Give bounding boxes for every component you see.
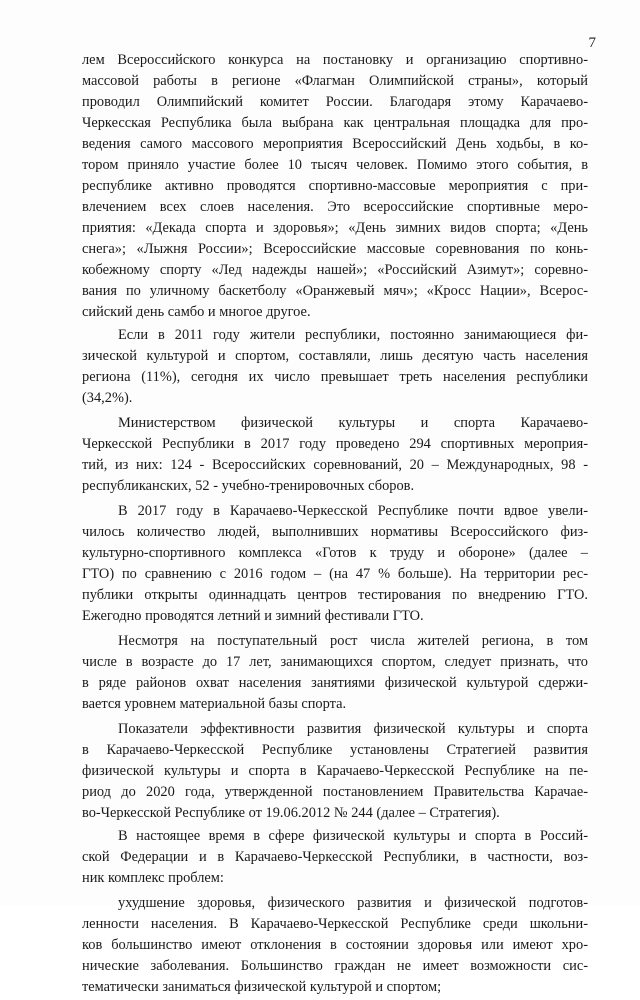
text-line: сийский день самбо и многое другое.: [82, 304, 311, 320]
text-line: ухудшение здоровья, физического развития и физической подготов-: [118, 895, 588, 911]
text-line: лем Всероссийского конкурса на постановку и организацию спортивно-: [82, 52, 588, 68]
text-line: Ежегодно проводятся летний и зимний фестивали ГТО.: [82, 608, 424, 624]
text-line: республике активно проводятся спортивно-массовые мероприятия с при-: [82, 178, 588, 194]
text-line: В 2017 году в Карачаево-Черкесской Республике почти вдвое увели-: [118, 503, 588, 519]
paragraph-2: [82, 325, 588, 409]
text-line: вается уровнем материальной базы спорта.: [82, 696, 347, 712]
text-line: тором приняло участие более 10 тысяч человек. Помимо этого события, в: [82, 157, 588, 173]
paragraph-7: [82, 826, 588, 889]
text-line: ленности населения. В Карачаево-Черкесской Республике среди школьни-: [82, 916, 588, 932]
text-line: Черкесской Республики в 2017 году проведено 294 спортивных мероприя-: [82, 436, 588, 452]
text-line: ведения самого массового мероприятия Всероссийский День ходьбы, в ко-: [82, 136, 588, 152]
text-line: кобежному спорту «Лед надежды нашей»; «Российский Азимут»; соревно-: [82, 262, 588, 278]
text-line: ГТО) по сравнению с 2016 годом – (на 47 % больше). На территории рес-: [82, 566, 588, 582]
paragraph-1: [82, 50, 588, 323]
text-line: физической культуры и спорта в Карачаево-Черкесской Республике на пе-: [82, 763, 588, 779]
text-line: проводил Олимпийский комитет России. Благодаря этому Карачаево-: [82, 94, 588, 110]
document-body: [82, 50, 588, 1000]
text-line: риод до 2020 года, утвержденной постановлением Правительства Карачае-: [82, 784, 588, 800]
text-line: чилось количество людей, выполнивших нормативы Всероссийского физ-: [82, 524, 588, 540]
text-line: ской Федерации и в Карачаево-Черкесской Республики, в частности, воз-: [82, 849, 588, 865]
text-line: публики открыты одиннадцать центров тестирования по внедрению ГТО.: [82, 587, 588, 603]
text-line: в ряде районов охват населения занятиями физической культурой сдержи-: [82, 675, 588, 691]
text-line: ков большинство имеют отклонения в состоянии здоровья или имеют хро-: [82, 937, 588, 953]
text-line: региона (11%), сегодня их число превышает треть населения республики: [82, 369, 588, 385]
text-line: тематически заниматься физической культурой и спортом;: [82, 979, 442, 995]
text-line: тий, из них: 124 - Всероссийских соревнований, 20 – Международных, 98 -: [82, 457, 588, 473]
text-line: массовой работы в регионе «Флагман Олимпийской страны», который: [82, 73, 588, 89]
text-line: Министерством физической культуры и спорта Карачаево-: [118, 415, 588, 431]
text-line: республиканских, 52 - учебно-тренировочных сборов.: [82, 478, 415, 494]
text-line: числе в возрасте до 17 лет, занимающихся спортом, следует признать, что: [82, 654, 588, 670]
text-line: Несмотря на поступательный рост числа жителей региона, в том: [118, 633, 588, 649]
text-line: ник комплекс проблем:: [82, 870, 224, 886]
text-line: Если в 2011 году жители республики, постоянно занимающиеся фи-: [118, 327, 588, 343]
paragraph-3: [82, 413, 588, 497]
text-line: Черкесская Республика была выбрана как центральная площадка для про-: [82, 115, 588, 131]
text-line: (34,2%).: [82, 390, 133, 406]
text-line: культурно-спортивного комплекса «Готов к труду и обороне» (далее –: [82, 545, 588, 561]
text-line: Показатели эффективности развития физической культуры и спорта: [118, 721, 588, 737]
paragraph-5: [82, 631, 588, 715]
text-line: зической культурой и спортом, составляли, лишь десятую часть населения: [82, 348, 588, 364]
paragraph-8: [82, 893, 588, 998]
text-line: в Карачаево-Черкесской Республике установлены Стратегией развития: [82, 742, 588, 758]
text-line: В настоящее время в сфере физической культуры и спорта в Россий-: [118, 828, 588, 844]
paragraph-4: [82, 501, 588, 627]
text-line: снега»; «Лыжня России»; Всероссийские массовые соревнования по конь-: [82, 241, 588, 257]
paragraph-6: [82, 719, 588, 824]
text-line: во-Черкесской Республике от 19.06.2012 № 244 (далее – Стратегия).: [82, 805, 500, 821]
page-number: 7: [588, 35, 596, 51]
text-line: вания по уличному баскетболу «Оранжевый мяч»; «Кросс Нации», Всерос-: [82, 283, 588, 299]
text-line: нические заболевания. Большинство граждан не имеет возможности сис-: [82, 958, 588, 974]
text-line: приятия: «Декада спорта и здоровья»; «День зимних видов спорта; «День: [82, 220, 588, 236]
text-line: влечением всех слоев населения. Это всероссийские спортивные меро-: [82, 199, 588, 215]
